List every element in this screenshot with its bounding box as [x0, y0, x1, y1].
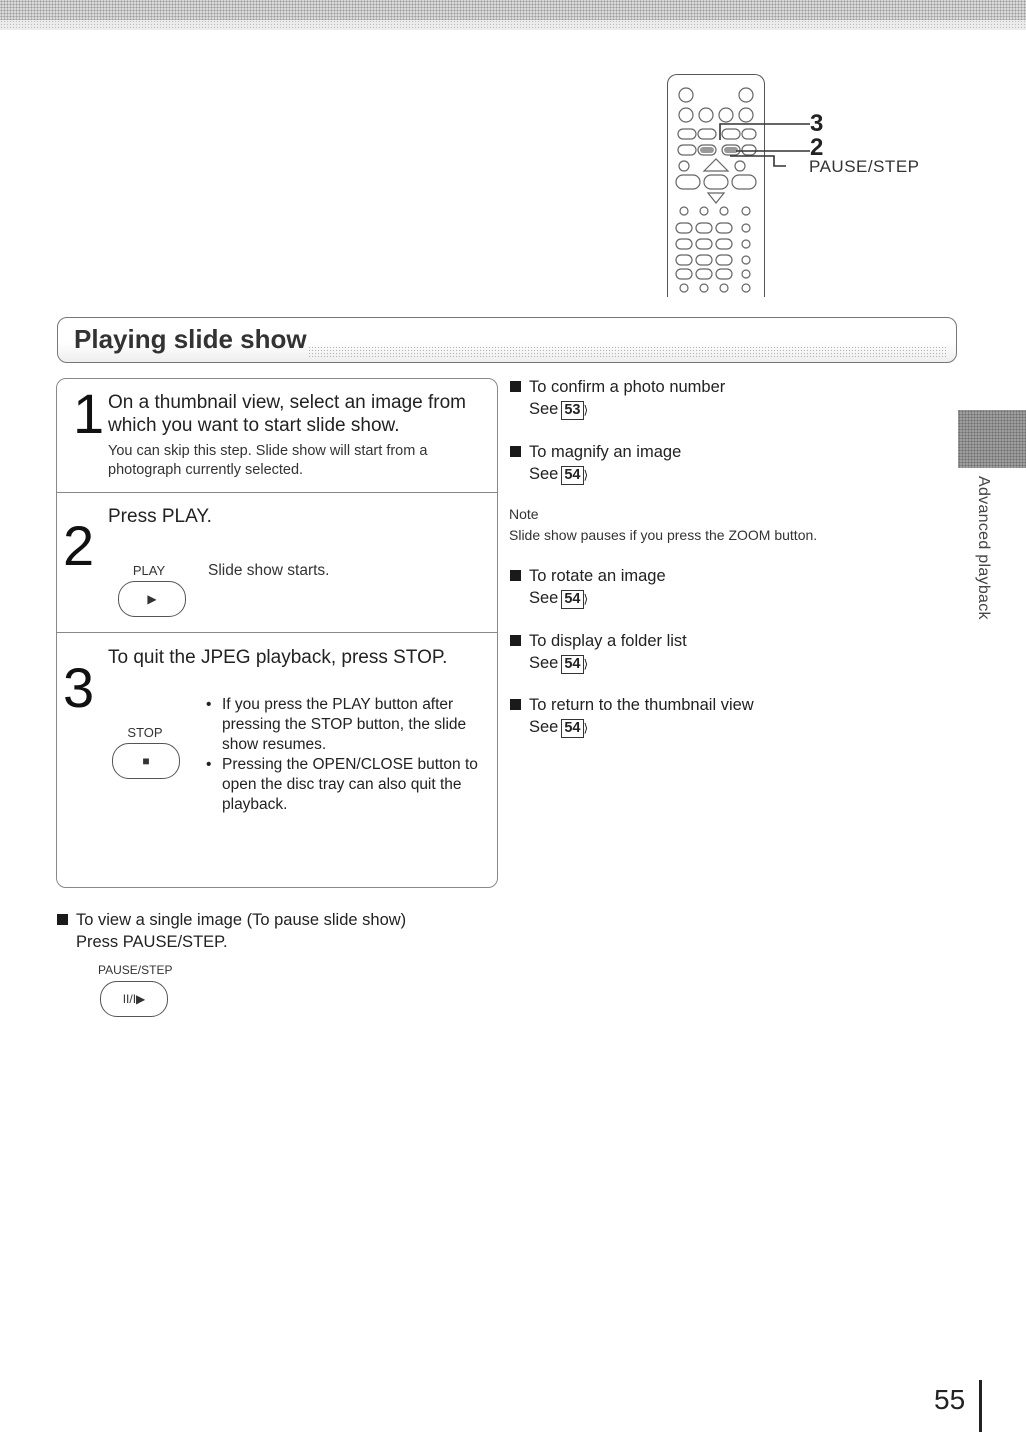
ref-arrow-icon: ⟩ [583, 468, 589, 482]
page-number: 55 [934, 1384, 966, 1415]
callout-pause-step-label: PAUSE/STEP [809, 157, 920, 176]
single-image-heading: To view a single image (To pause slide show) [76, 911, 407, 929]
note-text: Slide show pauses if you press the ZOOM button. [509, 527, 818, 543]
page-ref-54: 54 [561, 655, 583, 674]
step-3-number: 3 [63, 656, 95, 719]
step-1-heading: On a thumbnail view, select an image from which you want to start slide show. [108, 392, 467, 436]
bullet-square-icon [510, 381, 521, 392]
bullet-square-icon [57, 914, 68, 925]
right-item-heading: To confirm a photo number [529, 378, 726, 396]
top-decorative-band [0, 0, 1026, 30]
step-3-bullet: • If you press the PLAY button after pressing the STOP button, the slide show resumes. [204, 695, 490, 755]
remote-buttons-drawing [668, 75, 764, 297]
side-tab-label: Advanced playback [975, 476, 992, 620]
pause-step-button-illustration [100, 981, 168, 1017]
step-divider-1 [57, 492, 497, 493]
right-item-rotate [510, 565, 666, 610]
right-item-confirm-photo [510, 376, 725, 421]
see-text: See [529, 589, 559, 607]
page-ref-54: 54 [561, 590, 583, 609]
stop-icon: ■ [142, 754, 150, 768]
right-item-heading: To rotate an image [529, 567, 666, 585]
side-tab [958, 410, 1026, 468]
step-2-heading: Press PLAY. [108, 506, 212, 527]
right-item-magnify [510, 441, 681, 486]
ref-arrow-icon: ⟩ [583, 592, 589, 606]
right-item-folder-list [510, 630, 687, 675]
stop-button-label: STOP [127, 725, 163, 740]
pause-step-icon: II/I▶ [122, 992, 146, 1006]
right-item-heading: To return to the thumbnail view [529, 696, 754, 714]
ref-arrow-icon: ⟩ [583, 657, 589, 671]
note-block [509, 504, 817, 546]
step-3-heading: To quit the JPEG playback, press STOP. [108, 647, 448, 668]
page-ref-53: 53 [561, 401, 583, 420]
single-image-instruction: Press PAUSE/STEP. [76, 933, 228, 951]
play-button-illustration [118, 581, 186, 617]
bullet-square-icon [510, 570, 521, 581]
steps-panel [56, 378, 498, 888]
callout-3: 3 [810, 110, 824, 137]
ref-arrow-icon: ⟩ [583, 721, 589, 735]
play-button-label: PLAY [132, 563, 166, 578]
single-image-block [57, 909, 406, 953]
section-title: Playing slide show [74, 324, 307, 354]
right-item-thumbnail-view [510, 694, 754, 739]
step-2-result: Slide show starts. [208, 562, 330, 579]
step-3-bullets [204, 695, 490, 815]
see-text: See [529, 654, 559, 672]
right-item-heading: To display a folder list [529, 632, 687, 650]
section-title-box [57, 317, 957, 363]
page-ref-54: 54 [561, 466, 583, 485]
callout-2: 2 [810, 134, 824, 161]
bullet-square-icon [510, 699, 521, 710]
pause-step-button-label: PAUSE/STEP [98, 963, 173, 977]
step-1-note: You can skip this step. Slide show will start from a photograph currently selected. [108, 443, 428, 478]
step-2-number: 2 [63, 514, 95, 577]
page-number-bar [979, 1380, 982, 1432]
step-divider-2 [57, 632, 497, 633]
bullet-square-icon [510, 635, 521, 646]
note-label: Note [509, 506, 539, 522]
step-1-number: 1 [73, 382, 105, 445]
see-text: See [529, 465, 559, 483]
section-title-dots [308, 346, 948, 358]
step-3-bullet: • Pressing the OPEN/CLOSE button to open the disc tray can also quit the playback. [204, 755, 490, 815]
remote-control-illustration [667, 74, 765, 297]
see-text: See [529, 718, 559, 736]
ref-arrow-icon: ⟩ [583, 403, 589, 417]
stop-button-illustration [112, 743, 180, 779]
page-ref-54: 54 [561, 719, 583, 738]
top-band-inner [0, 20, 1026, 30]
play-icon: ▶ [147, 592, 157, 606]
see-text: See [529, 400, 559, 418]
bullet-square-icon [510, 446, 521, 457]
right-item-heading: To magnify an image [529, 443, 682, 461]
